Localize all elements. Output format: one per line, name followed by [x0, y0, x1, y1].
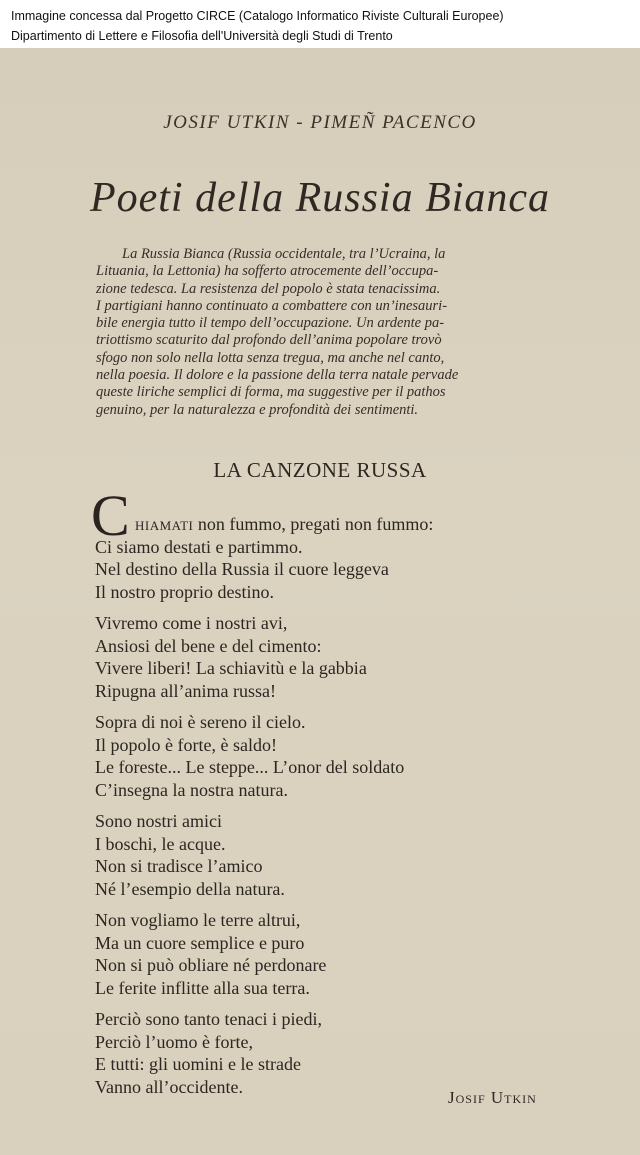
poem-line: Né l’esempio della natura. — [95, 878, 285, 899]
intro-line: bile energia tutto il tempo dell’occupazione. Un ardente pa- — [96, 315, 445, 332]
poem-line: Non si può obliare né perdonare — [95, 955, 327, 975]
poem-line: Il nostro proprio destino. — [95, 581, 274, 602]
poem-stanza — [95, 1008, 565, 1098]
poem-stanza — [95, 810, 565, 900]
intro-line: triottismo scaturito dal profondo dell’anima popolare trovò — [96, 332, 442, 349]
poem-line: Vivremo come i nostri avi, — [95, 613, 288, 633]
poem-stanza — [95, 909, 565, 999]
poem-stanza — [95, 612, 565, 702]
drop-cap: C — [91, 483, 130, 548]
poem-line: Sono nostri amici — [95, 811, 222, 831]
poem-line: Ci siamo destati e partimmo. — [95, 536, 303, 557]
poem-line: Vivere liberi! La schiavitù e la gabbia — [95, 658, 367, 678]
intro-line: Lituania, la Lettonia) ha sofferto atrocemente dell’occupa- — [96, 263, 439, 280]
intro-line: sfogo non solo nella lotta senza tregua, ma anche nel canto, — [96, 349, 445, 366]
poem-line: Il popolo è forte, è saldo! — [95, 734, 277, 755]
intro-line: nella poesia. Il dolore e la passione della terra natale pervade — [96, 367, 459, 384]
credit-line-2: Dipartimento di Lettere e Filosofia dell'Università degli Studi di Trento — [11, 29, 393, 43]
poem-line: Perciò sono tanto tenaci i piedi, — [95, 1009, 322, 1029]
intro-paragraph — [96, 246, 606, 419]
intro-line: I partigiani hanno continuato a combattere con un’inesauri- — [96, 297, 448, 314]
poem-line: Ansiosi del bene e del cimento: — [95, 635, 322, 656]
article-title: Poeti della Russia Bianca — [89, 175, 551, 221]
poem-line — [95, 513, 565, 536]
image-credit — [0, 0, 640, 48]
poem-line: Sopra di noi è sereno il cielo. — [95, 712, 306, 732]
first-word: hiamati — [135, 514, 194, 534]
poem-line: Le foreste... Le steppe... L’onor del soldato — [95, 757, 405, 777]
poem-line: Perciò l’uomo è forte, — [95, 1031, 253, 1052]
intro-line: queste liriche semplici di forma, ma suggestive per il pathos — [96, 384, 446, 401]
magazine-page — [0, 48, 640, 1155]
poem-title: LA CANZONE RUSSA — [213, 458, 427, 482]
poem-first-line — [91, 483, 565, 603]
credit-line-1: Immagine concessa dal Progetto CIRCE (Catalogo Informatico Riviste Culturali Europee) — [11, 9, 504, 23]
poem-line: Vanno all’occidente. — [95, 1076, 243, 1097]
poem-line: C’insegna la nostra natura. — [95, 779, 288, 800]
poem-line: Non si tradisce l’amico — [95, 856, 263, 876]
intro-line: genuino, per la naturalezza e profondità dei sentimenti. — [96, 401, 419, 418]
intro-line: zione tedesca. La resistenza del popolo è stata tenacissima. — [96, 280, 441, 297]
poem-body — [91, 483, 565, 1107]
poem-stanza — [95, 711, 565, 801]
poem-line: Ripugna all’anima russa! — [95, 680, 276, 701]
poem-line: Nel destino della Russia il cuore leggeva — [95, 559, 389, 579]
intro-line: La Russia Bianca (Russia occidentale, tra l’Ucraina, la — [122, 246, 446, 262]
first-line-rest: non fummo, pregati non fummo: — [193, 514, 434, 534]
poem-line: Ma un cuore semplice e puro — [95, 932, 305, 953]
poem-line: Le ferite inflitte alla sua terra. — [95, 977, 310, 998]
poem-signature: Josif Utkin — [448, 1088, 537, 1107]
authors-heading: JOSIF UTKIN - PIMEÑ PACENCO — [163, 112, 477, 133]
poem-line: Non vogliamo le terre altrui, — [95, 910, 301, 930]
poem-line: E tutti: gli uomini e le strade — [95, 1054, 301, 1074]
poem-line: I boschi, le acque. — [95, 833, 226, 854]
